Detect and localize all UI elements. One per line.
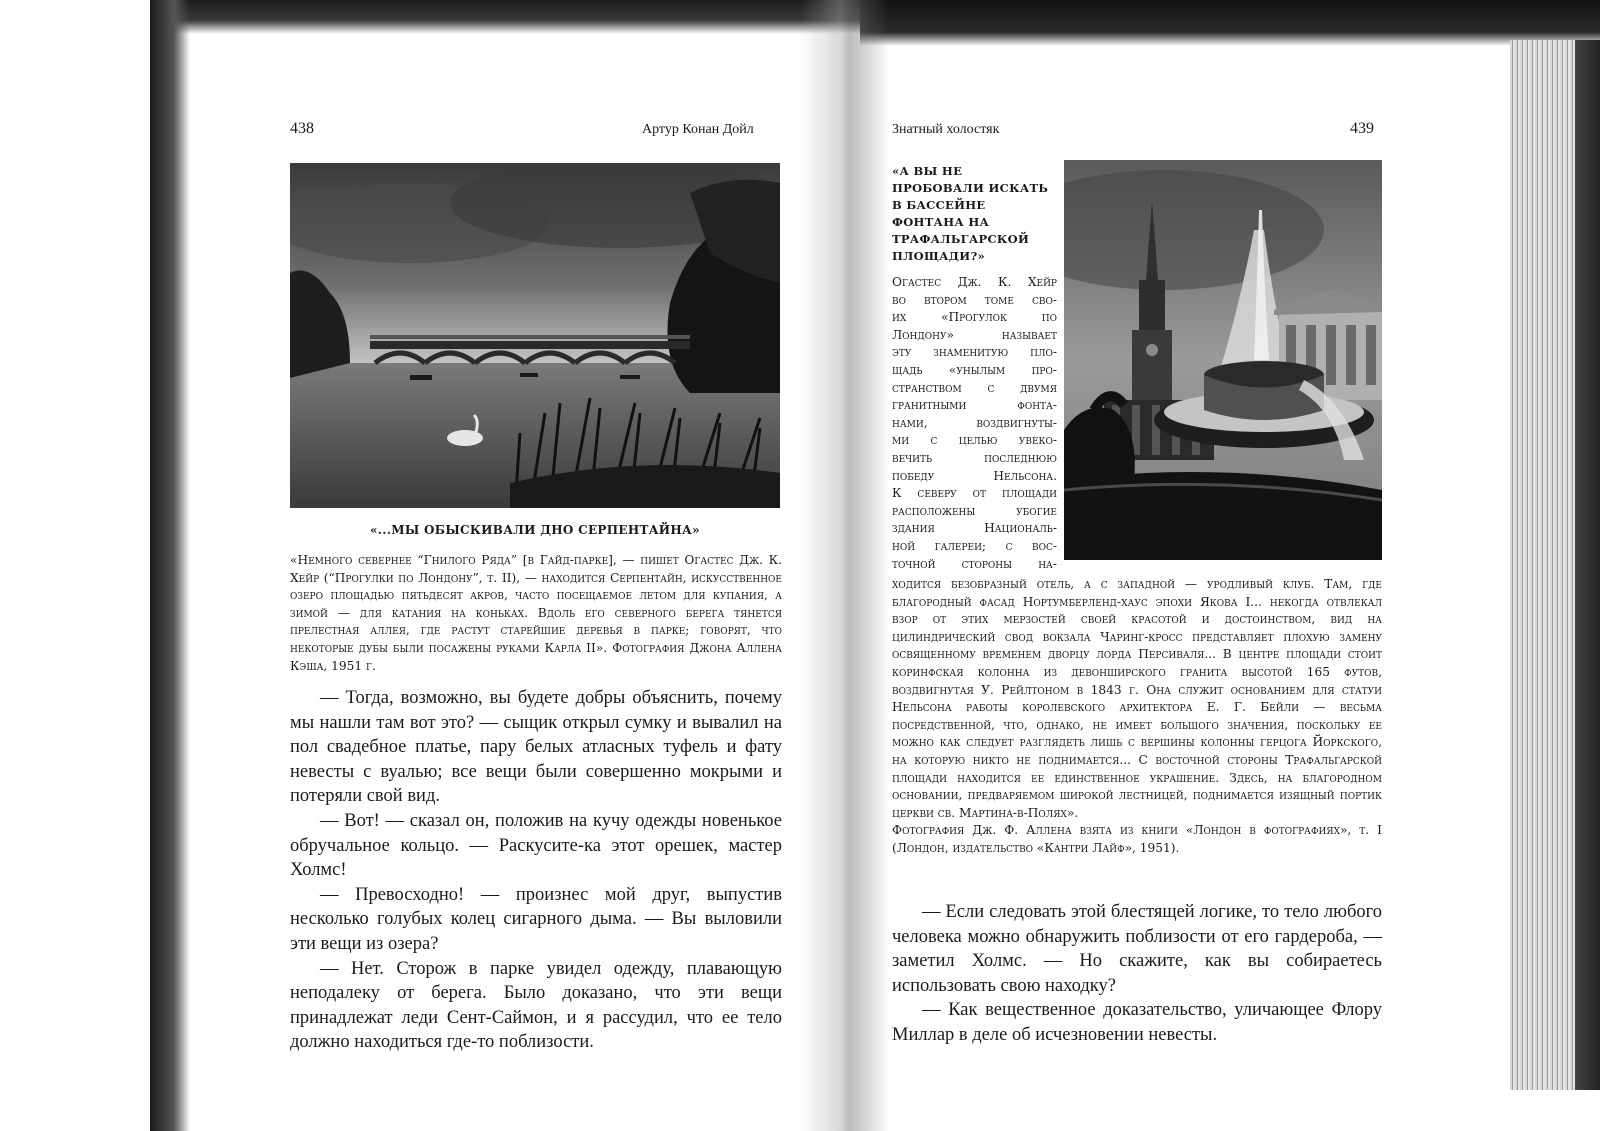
right-side-text [892, 274, 1057, 573]
side-title-line: ПРОБОВАЛИ ИСКАТЬ [892, 181, 1049, 195]
side-title-line: ТРАФАЛЬГАРСКОЙ [892, 232, 1030, 246]
side-text-line: щадь «унылым про- [892, 362, 1057, 377]
side-text-line: нами, воздвигнуты- [892, 415, 1057, 430]
right-page [880, 0, 1510, 1131]
side-text-line: гранитными фонта- [892, 398, 1057, 413]
side-text-line: вечить последнюю [892, 450, 1057, 465]
side-text-line: точной стороны на- [892, 556, 1057, 571]
right-body-paragraph-1: — Если следовать этой блестящей логике, то тело любого человека можно обнаружить поблизости от его гардероба, — заметил Холмс. — Но скажите, как вы собираетесь использовать свою находку? [892, 902, 1382, 996]
left-caption-text [290, 552, 782, 675]
side-text-line: расположены убогие [892, 503, 1057, 518]
right-wide-caption [892, 576, 1382, 858]
side-text-line: здания Националь- [892, 521, 1057, 536]
book-cover-edge [1575, 40, 1600, 1090]
left-body-paragraph-2: — Вот! — сказал он, положив на кучу одежды новенькое обручальное кольцо. — Раскусите-ка этот орешек, мастер Холмс! [290, 810, 782, 881]
side-title-line: «А ВЫ НЕ [892, 164, 963, 178]
book-page-edges [1510, 40, 1580, 1090]
left-page-number: 438 [290, 120, 314, 137]
book-gutter [800, 0, 890, 1131]
left-body-paragraph-4: — Нет. Сторож в парке увидел одежду, плавающую неподалеку от берега. Было доказано, что эти вещи принадлежат леди Сент-Саймон, и я рассудил, что ее тело должно находиться где-то поблизости. [290, 958, 782, 1053]
side-text-line: победу Нельсона. [892, 468, 1057, 483]
right-photo-credit: Фотография Дж. Ф. Аллена взята из книги «Лондон в фотографиях», т. I (Лондон, издательство «Кантри Лайф», 1951). [892, 823, 1382, 855]
side-text-line: Огастес Дж. К. Хейр [892, 275, 1057, 289]
left-body-paragraph-3: — Превосходно! — произнес мой друг, выпустив несколько голубых колец сигарного дыма. — Вы выловили эти вещи из озера? [290, 884, 782, 954]
side-text-line: странством с двумя [892, 380, 1057, 395]
right-body-text [892, 900, 1382, 1048]
side-text-line: во втором томе сво- [892, 292, 1057, 307]
side-text-line: их «Прогулок по [892, 310, 1057, 325]
side-text-line: эту знаменитую пло- [892, 345, 1057, 360]
right-page-number: 439 [1350, 120, 1374, 137]
left-running-head: Артур Конан Дойл [642, 122, 754, 137]
side-text-line: К северу от площади [892, 486, 1057, 501]
right-running-head: Знатный холостяк [892, 122, 1000, 137]
side-text-line: ми с целью увеко- [892, 433, 1057, 448]
right-side-title [892, 163, 1057, 265]
side-text-line: Лондону» называет [892, 327, 1057, 342]
side-title-line: В БАССЕЙНЕ [892, 198, 986, 212]
left-page [190, 0, 810, 1131]
book-left-shadow [150, 0, 190, 1131]
left-caption-paragraph: «Немного севернее “Гнилого Ряда” [в Гайд-парке], — пишет Огастес Дж. К. Хейр (“Прогулки по Лондону”, т. II), — находится Серпентайн, искусственное озеро площадью пятьдесят акров, часто посещаемое летом для купания, а зимой — для катания на коньках. Вдоль его северного берега тянется прелестная аллея, где растут старейшие деревья в парке; говорят, что некоторые дубы были посажены руками Карла II». Фотография Джона Аллена Кэша, 1951 г. [290, 553, 782, 673]
serpentine-lake-photo [290, 163, 780, 508]
side-title-line: ФОНТАНА НА [892, 215, 990, 229]
left-body-text [290, 686, 782, 1055]
trafalgar-square-photo [1064, 160, 1382, 560]
side-title-line: ПЛОЩАДИ?» [892, 249, 985, 263]
side-text-line: ной галереи; с вос- [892, 538, 1057, 553]
left-caption-title: «...МЫ ОБЫСКИВАЛИ ДНО СЕРПЕНТАЙНА» [370, 523, 700, 537]
right-wide-caption-paragraph: ходится безобразный отель, а с западной — уродливый клуб. Там, где благородный фасад Нортумберленд-хаус эпохи Якова I... некогда отвлекал взор от этих мерзостей своей красотой и достоинством, вид на цилиндрический свод вокзала Чаринг-кросс представляет плохую замену освященному временем дворцу лорда Персиваля... В центре площади стоит коринфская колонна из девонширского гранита высотой 165 футов, воздвигнутая У. Рейлтоном в 1843 г. Она служит основанием для статуи Нельсона работы королевского архитектора Е. Г. Бейли — весьма посредственной, что, однако, не имеет большого значения, поскольку ее можно как следует разглядеть лишь с вершины колонны герцога Йоркского, на которую никто не поднимается... С восточной стороны Трафальгарской площади находится ее единственное украшение. Здесь, на благородном основании, предваряемом широкой лестницей, поднимается изящный портик церкви св. Мартина-в-Полях». [892, 577, 1382, 820]
left-body-paragraph-1: — Тогда, возможно, вы будете добры объяснить, почему мы нашли там вот это? — сыщик открыл сумку и вывалил на пол свадебное платье, пару белых атласных туфель и фату невесты с вуалью; все вещи были совершенно мокрыми и потеряли свой вид. [290, 688, 782, 807]
right-body-paragraph-2: — Как вещественное доказательство, уличающее Флору Миллар в деле об исчезновении невесты. [892, 1000, 1382, 1045]
